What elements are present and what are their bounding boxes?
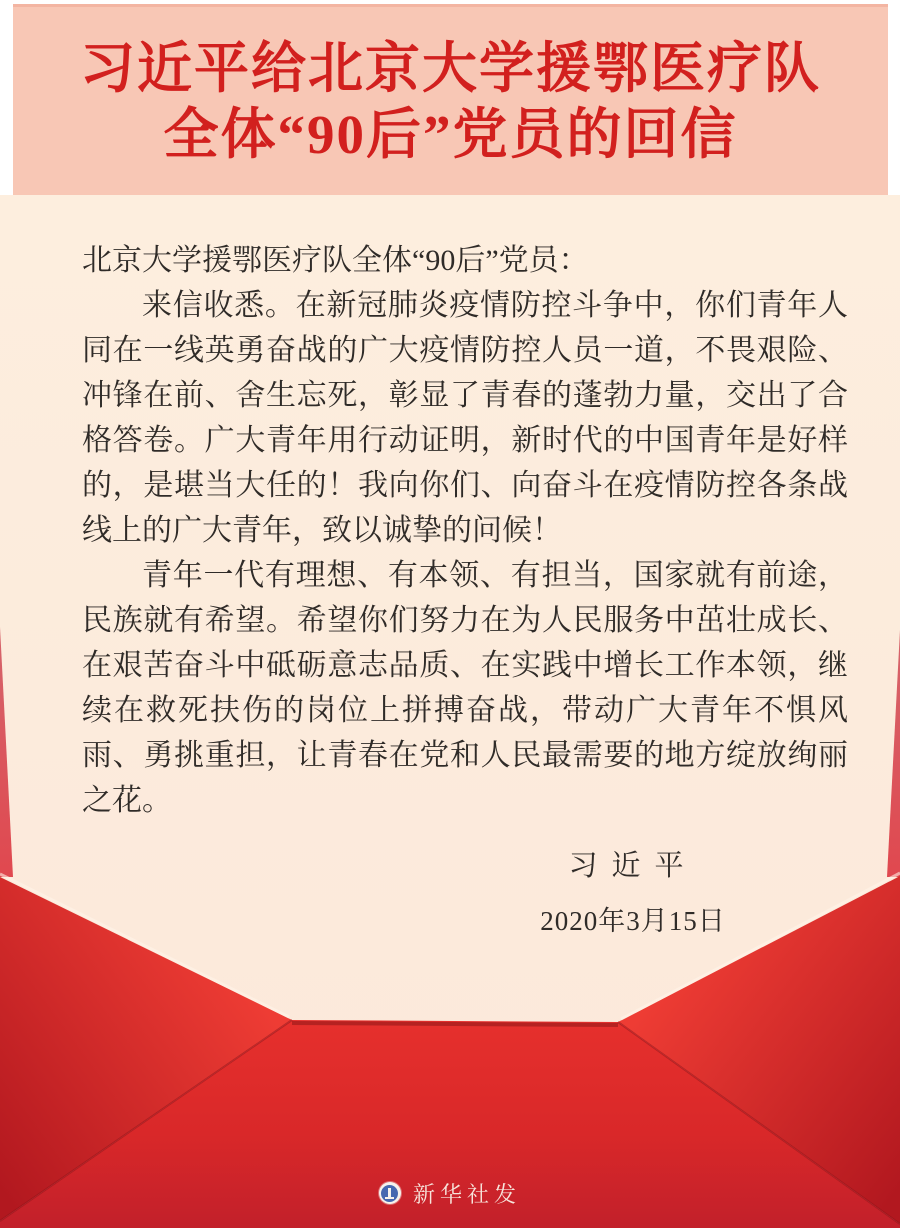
- signature: 习近平: [568, 850, 698, 882]
- envelope-back-left-edge: [0, 627, 13, 877]
- credit-text: 新华社发: [412, 1181, 521, 1207]
- xinhua-credit: [0, 1176, 900, 1210]
- salutation: 北京大学援鄂医疗队全体“90后”党员：: [82, 244, 589, 277]
- title-line-2: 全体“90后”党员的回信: [163, 104, 738, 165]
- title-line-1: 习近平给北京大学援鄂医疗队: [79, 38, 821, 99]
- paragraph-2: 青年一代有理想、有本领、有担当，国家就有前途，民族就有希望。希望你们努力在为人民服务中茁壮成长、在艰苦奋斗中砥砺意志品质、在实践中增长工作本领，继续在救死扶伤的岗位上拼搏奋战，带动广大青年不惧风雨、勇挑重担，让青春在党和人民最需要的地方绽放绚丽之花。: [82, 559, 848, 817]
- xinhua-emblem-icon: [379, 1182, 401, 1204]
- paragraph-1: 来信收悉。在新冠肺炎疫情防控斗争中，你们青年人同在一线英勇奋战的广大疫情防控人员一道，不畏艰险、冲锋在前、舍生忘死，彰显了青春的蓬勃力量，交出了合格答卷。广大青年用行动证明，新时代的中国青年是好样的，是堪当大任的！我向你们、向奋斗在疫情防控各条战线上的广大青年，致以诚挚的问候！: [82, 289, 848, 547]
- envelope-back-right-edge: [887, 630, 900, 877]
- letter-date: 2020年3月15日: [540, 906, 726, 936]
